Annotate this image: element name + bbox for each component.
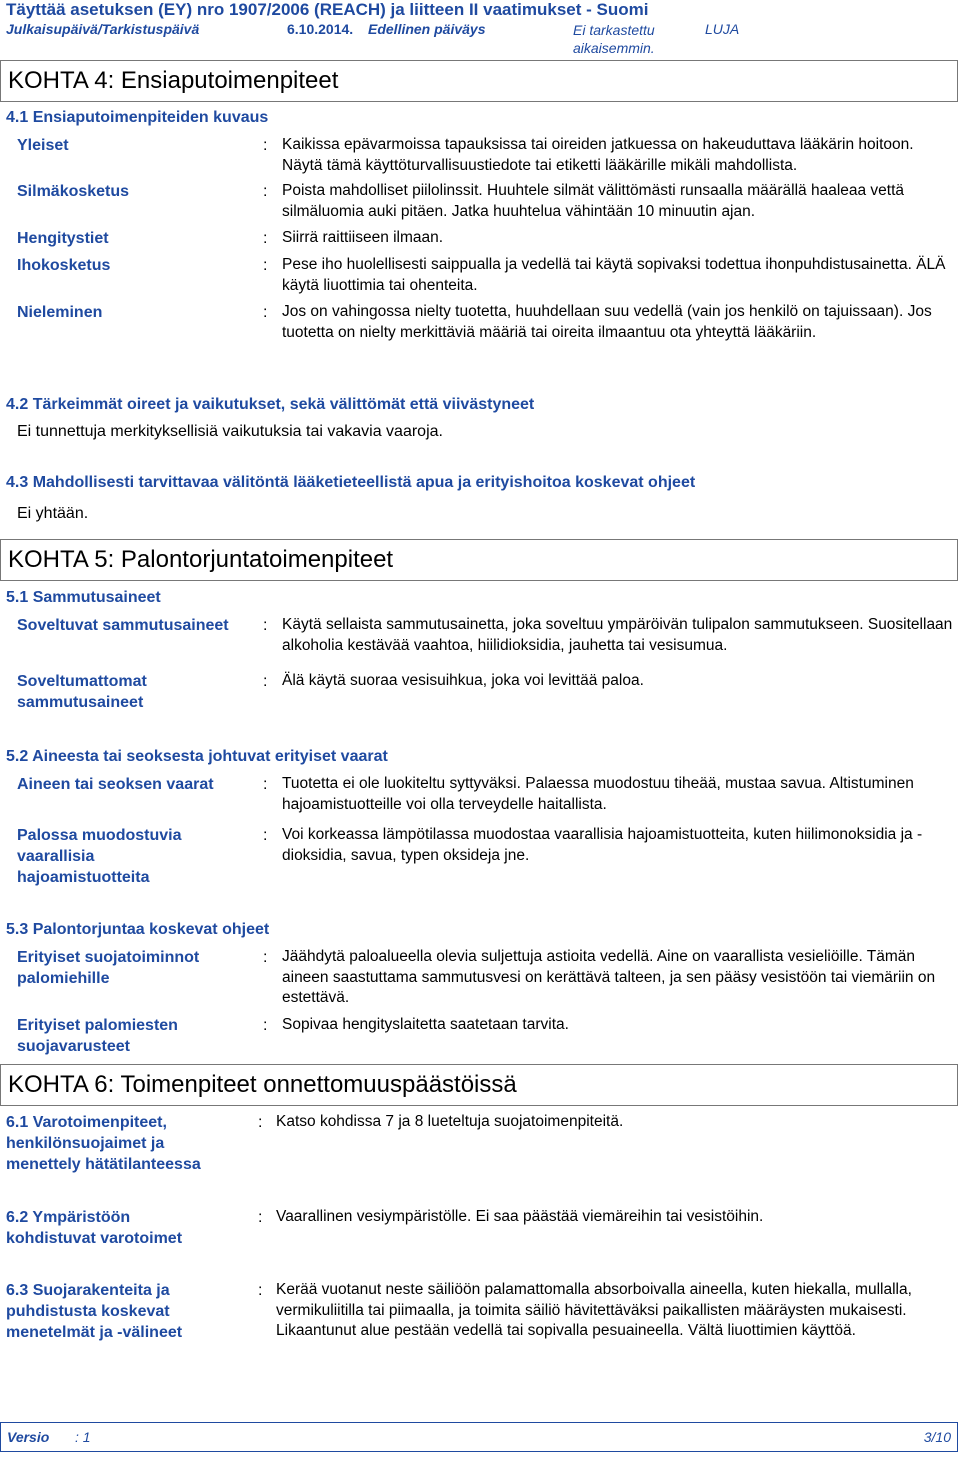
- previous-date-note: Ei tarkastettu aikaisemmin.: [573, 22, 655, 56]
- section-6-title: KOHTA 6: Toimenpiteet onnettomuuspäästöissä: [8, 1071, 517, 1098]
- row-colon: :: [263, 137, 268, 154]
- document-title: Täyttää asetuksen (EY) nro 1907/2006 (REACH) ja liitteen II vaatimukset - Suomi: [6, 0, 649, 19]
- row-label: Aineen tai seoksen vaarat: [17, 776, 214, 793]
- row-value: Käytä sellaista sammutusainetta, joka soveltuu ympäröivän tulipalon sammutukseen. Suositellaan alkoholia kestävää vaahtoa, hiilidioksidia, jauhetta tai vesisumua.: [282, 616, 953, 654]
- row-label: 6.2 Ympäristöön kohdistuvat varotoimet: [6, 1209, 183, 1247]
- subsection-5-2-title: 5.2 Aineesta tai seoksesta johtuvat erityiset vaarat: [6, 748, 388, 765]
- row-colon: :: [263, 257, 268, 274]
- row-value: Poista mahdolliset piilolinssit. Huuhtele silmät välittömästi runsaalla määrällä haaleaa vettä silmäluomia auki pitäen. Jatka huuhtelua vähintään 10 minuutin ajan.: [282, 182, 905, 220]
- row-value: Pese iho huolellisesti saippualla ja vedellä tai käytä sopivaksi todettua ihonpuhdistusainetta. ÄLÄ käytä liuottimia tai ohenteita.: [282, 256, 946, 294]
- page-number: 3/10: [923, 1429, 951, 1445]
- row-colon: :: [263, 183, 268, 200]
- row-label: Soveltumattomat sammutusaineet: [17, 673, 147, 711]
- row-value: Vaarallinen vesiympäristölle. Ei saa päästää viemäreihin tai vesistöihin.: [276, 1208, 764, 1225]
- row-value: Kaikissa epävarmoissa tapauksissa tai oireiden jatkuessa on hakeuduttava lääkärin hoitoon. Näytä tämä käyttöturvallisuustiedote tai etiketti lääkärille mikäli mahdollista.: [282, 136, 914, 174]
- row-value: Tuotetta ei ole luokiteltu syttyväksi. Palaessa muodostuu tiheää, mustaa savua. Altistuminen hajoamistuotteille voi olla terveydelle haitallista.: [282, 775, 914, 813]
- subsection-4-2-text: Ei tunnettuja merkityksellisiä vaikutuksia tai vakavia vaaroja.: [17, 423, 443, 440]
- row-value: Sopivaa hengityslaitetta saatetaan tarvita.: [282, 1016, 569, 1033]
- row-label: Ihokosketus: [17, 257, 111, 274]
- row-label: Erityiset palomiesten suojavarusteet: [17, 1017, 178, 1055]
- row-value: Siirrä raittiiseen ilmaan.: [282, 229, 444, 246]
- row-colon: :: [258, 1114, 263, 1131]
- subsection-4-2-title: 4.2 Tärkeimmät oireet ja vaikutukset, sekä välittömät että viivästyneet: [6, 396, 535, 413]
- row-colon: :: [263, 617, 268, 634]
- subsection-4-1-title: 4.1 Ensiaputoimenpiteiden kuvaus: [6, 109, 269, 126]
- row-label: 6.3 Suojarakenteita ja puhdistusta koskevat menetelmät ja -välineet: [6, 1282, 183, 1341]
- section-6-header: [0, 1064, 958, 1106]
- row-value: Älä käytä suoraa vesisuihkua, joka voi levittää paloa.: [282, 672, 644, 689]
- row-label: Soveltuvat sammutusaineet: [17, 617, 229, 634]
- row-colon: :: [263, 1017, 268, 1034]
- row-label: Nieleminen: [17, 304, 103, 321]
- row-colon: :: [258, 1209, 263, 1226]
- section-5-title: KOHTA 5: Palontorjuntatoimenpiteet: [8, 546, 394, 573]
- row-label: Erityiset suojatoiminnot palomiehille: [17, 949, 200, 987]
- version-value: : 1: [75, 1429, 91, 1445]
- row-value: Katso kohdissa 7 ja 8 lueteltuja suojatoimenpiteitä.: [276, 1113, 624, 1130]
- row-label: Yleiset: [17, 137, 69, 154]
- subsection-5-3-title: 5.3 Palontorjuntaa koskevat ohjeet: [6, 921, 270, 938]
- row-value: Voi korkeassa lämpötilassa muodostaa vaarallisia hajoamistuotteita, kuten hiilimonoksidia ja -dioksidia, savua, typen oksideja jne.: [282, 826, 923, 864]
- row-colon: :: [263, 776, 268, 793]
- subsection-4-3-text: Ei yhtään.: [17, 505, 89, 522]
- row-label: Silmäkosketus: [17, 183, 130, 200]
- section-4-header: [0, 60, 958, 102]
- row-colon: :: [263, 230, 268, 247]
- issue-date: 6.10.2014.: [287, 21, 354, 37]
- row-colon: :: [258, 1282, 263, 1299]
- row-colon: :: [263, 827, 268, 844]
- page-footer: [0, 1422, 958, 1452]
- row-value: Kerää vuotanut neste säiliöön palamattomalla absorboivalla aineella, kuten hiekalla, mullalla, vermikuliitilla tai piimaalla, ja toimita säiliö hävitettäväksi paikallisten määräysten mukaisesti. Likaantunut alue pestään vedellä tai sopivalla pesuaineella. Vältä liuottimien käyttöä.: [276, 1281, 912, 1340]
- subsection-5-1-title: 5.1 Sammutusaineet: [6, 589, 161, 606]
- section-5-header: [0, 539, 958, 581]
- row-label: 6.1 Varotoimenpiteet, henkilönsuojaimet ja menettely hätätilanteessa: [6, 1114, 201, 1173]
- row-value: Jos on vahingossa nielty tuotetta, huuhdellaan suu vedellä (vain jos henkilö on tajuissaan). Jos tuotetta on nielty merkittäviä määriä tai oireita ilmaantuu ota yhteyttä lääkäriin.: [282, 303, 932, 341]
- version-label: Versio: [7, 1429, 50, 1445]
- product-name: LUJA: [705, 21, 740, 37]
- row-colon: :: [263, 949, 268, 966]
- section-4-title: KOHTA 4: Ensiaputoimenpiteet: [8, 67, 339, 94]
- subsection-4-3-title: 4.3 Mahdollisesti tarvittavaa välitöntä lääketieteellistä apua ja erityishoitoa koskevat ohjeet: [6, 474, 696, 491]
- row-label: Palossa muodostuvia vaarallisia hajoamistuotteita: [17, 827, 182, 886]
- row-label: Hengitystiet: [17, 230, 109, 247]
- row-colon: :: [263, 673, 268, 690]
- row-colon: :: [263, 304, 268, 321]
- row-value: Jäähdytä paloalueella olevia suljettuja astioita vedellä. Aine on vaarallista vesieliöille. Tämän aineen saastuttama sammutusvesi on kerättävä talteen, ja sen pääsy vesistöön tai viemäriin on estettävä.: [282, 948, 936, 1007]
- issue-date-label: Julkaisupäivä/Tarkistuspäivä: [6, 21, 200, 37]
- previous-date-label: Edellinen päiväys: [368, 21, 486, 37]
